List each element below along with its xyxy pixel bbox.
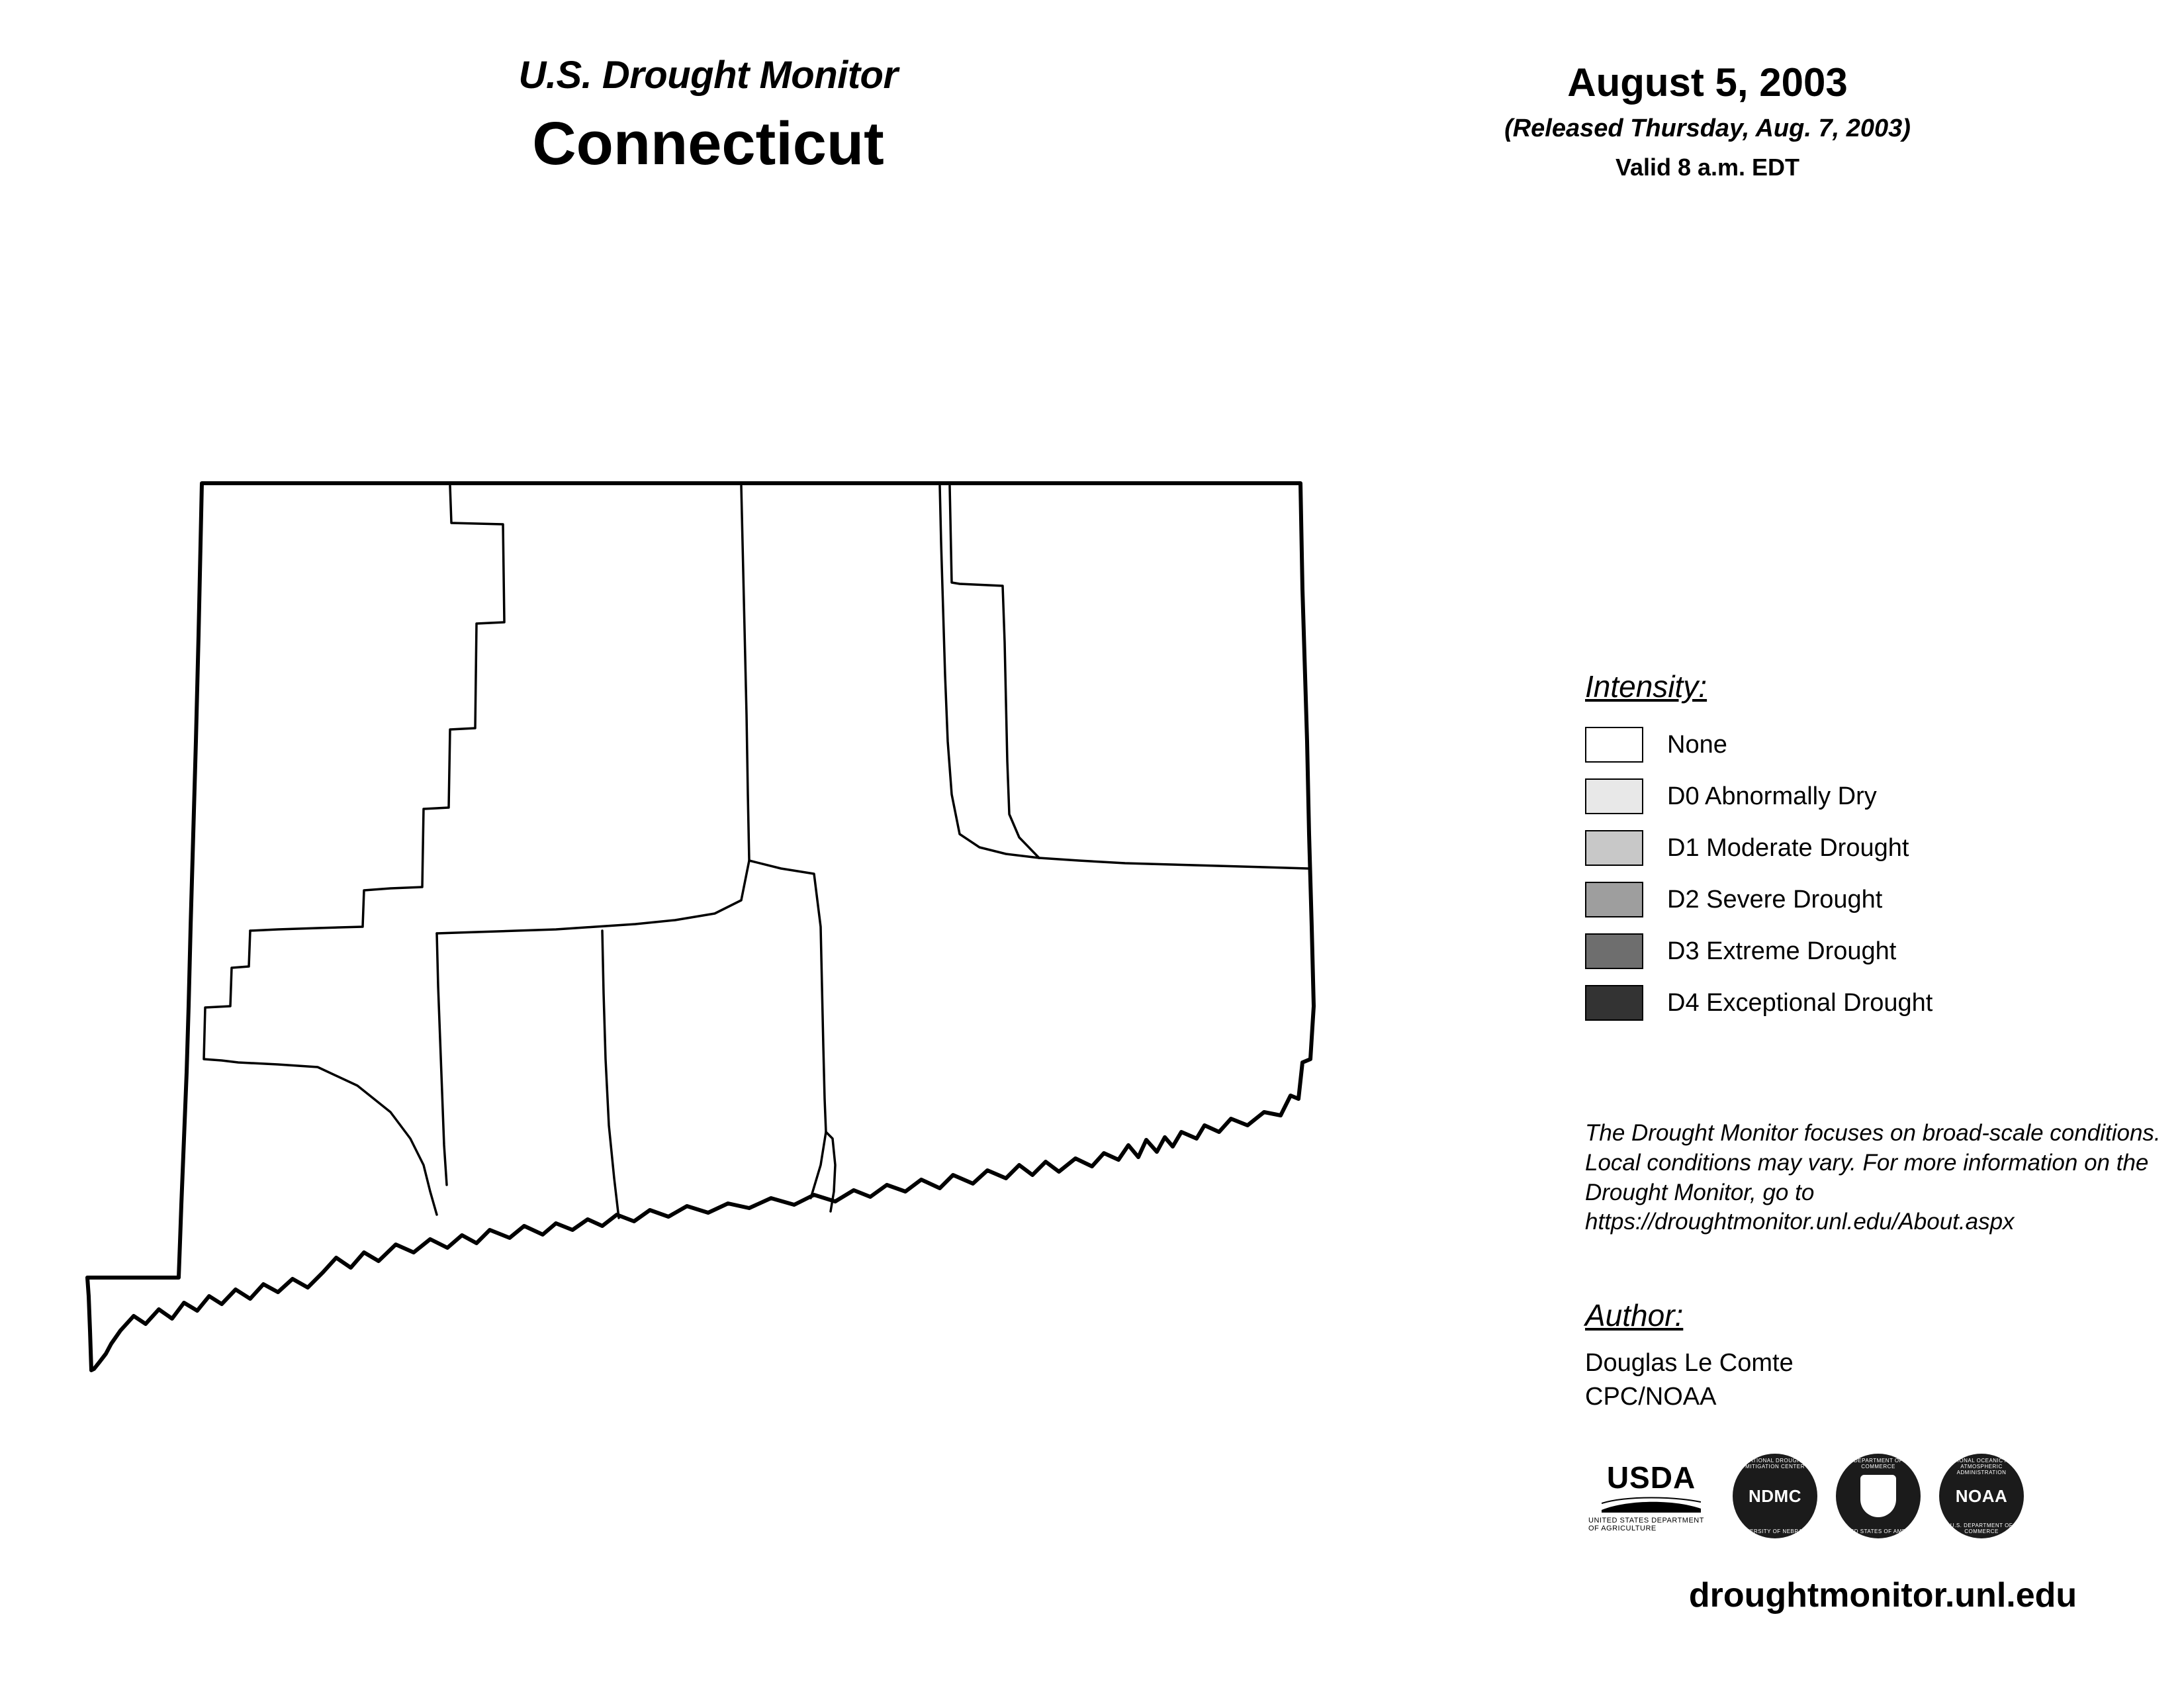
legend-item-d2: [1585, 874, 2181, 925]
noaa-ring-bottom: U.S. DEPARTMENT OF COMMERCE: [1950, 1523, 2013, 1534]
page-title: Connecticut: [532, 110, 884, 177]
connecticut-drought-map: [79, 463, 1522, 1523]
usda-swoosh-icon: [1602, 1497, 1701, 1514]
legend-swatch-d0: [1585, 778, 1643, 814]
noaa-logo-text: NOAA: [1955, 1485, 2008, 1506]
ndmc-ring-bottom: UNIVERSITY OF NEBRASKA: [1736, 1528, 1814, 1534]
legend-label-d4: D4 Exceptional Drought: [1667, 988, 1933, 1017]
legend-label-d1: D1 Moderate Drought: [1667, 833, 1909, 862]
map-title-block: [371, 53, 1046, 179]
legend-label-none: None: [1667, 730, 1727, 759]
legend-swatch-none: [1585, 727, 1643, 763]
legend-swatch-d3: [1585, 933, 1643, 969]
legend-item-d3: [1585, 925, 2181, 977]
disclaimer-text: The Drought Monitor focuses on broad-scale conditions. Local conditions may vary. For more information on the Drought Monitor, go to https://droughtmonitor.unl.edu/About.aspx: [1585, 1120, 2161, 1235]
legend-item-d0: [1585, 771, 2181, 822]
legend-swatch-d4: [1585, 985, 1643, 1021]
legend-label-d2: D2 Severe Drought: [1667, 885, 1883, 914]
author-title: Author:: [1585, 1298, 1684, 1333]
logo-strip: [1588, 1450, 2171, 1542]
noaa-ring-top: NATIONAL OCEANIC AND ATMOSPHERIC ADMINISTRATION: [1946, 1458, 2017, 1476]
ndmc-logo-text: NDMC: [1749, 1485, 1801, 1506]
ndmc-ring-top: NATIONAL DROUGHT MITIGATION CENTER: [1745, 1458, 1805, 1470]
legend: [1585, 669, 2181, 1029]
state-outline: [87, 483, 1314, 1370]
author-block: [1585, 1297, 2181, 1415]
doc-ring-top: DEPARTMENT OF COMMERCE: [1853, 1458, 1903, 1470]
doc-shield-icon: [1860, 1475, 1896, 1517]
date-block: [1423, 60, 1992, 181]
usda-logo-text: USDA: [1606, 1460, 1696, 1495]
valid-date: August 5, 2003: [1567, 60, 1848, 105]
release-date: (Released Thursday, Aug. 7, 2003): [1504, 115, 1911, 142]
doc-logo: [1836, 1454, 1921, 1538]
noaa-logo: [1939, 1454, 2024, 1538]
author-affiliation: CPC/NOAA: [1585, 1383, 1717, 1411]
doc-ring-bottom: UNITED STATES OF AMERICA: [1837, 1528, 1920, 1534]
legend-item-d1: [1585, 822, 2181, 874]
legend-label-d3: D3 Extreme Drought: [1667, 937, 1897, 965]
ndmc-logo: [1733, 1454, 1817, 1538]
legend-item-d4: [1585, 977, 2181, 1029]
usda-logo-subtext: UNITED STATES DEPARTMENT OF AGRICULTURE: [1588, 1517, 1704, 1532]
usda-logo: [1588, 1453, 1714, 1539]
program-title: U.S. Drought Monitor: [518, 54, 898, 97]
legend-swatch-d2: [1585, 882, 1643, 917]
legend-label-d0: D0 Abnormally Dry: [1667, 782, 1877, 810]
legend-swatch-d1: [1585, 830, 1643, 866]
legend-title: Intensity:: [1585, 669, 1707, 704]
site-url[interactable]: droughtmonitor.unl.edu: [1688, 1576, 2077, 1615]
legend-item-none: [1585, 719, 2181, 771]
author-name: Douglas Le Comte: [1585, 1349, 1794, 1377]
valid-time: Valid 8 a.m. EDT: [1615, 154, 1800, 181]
